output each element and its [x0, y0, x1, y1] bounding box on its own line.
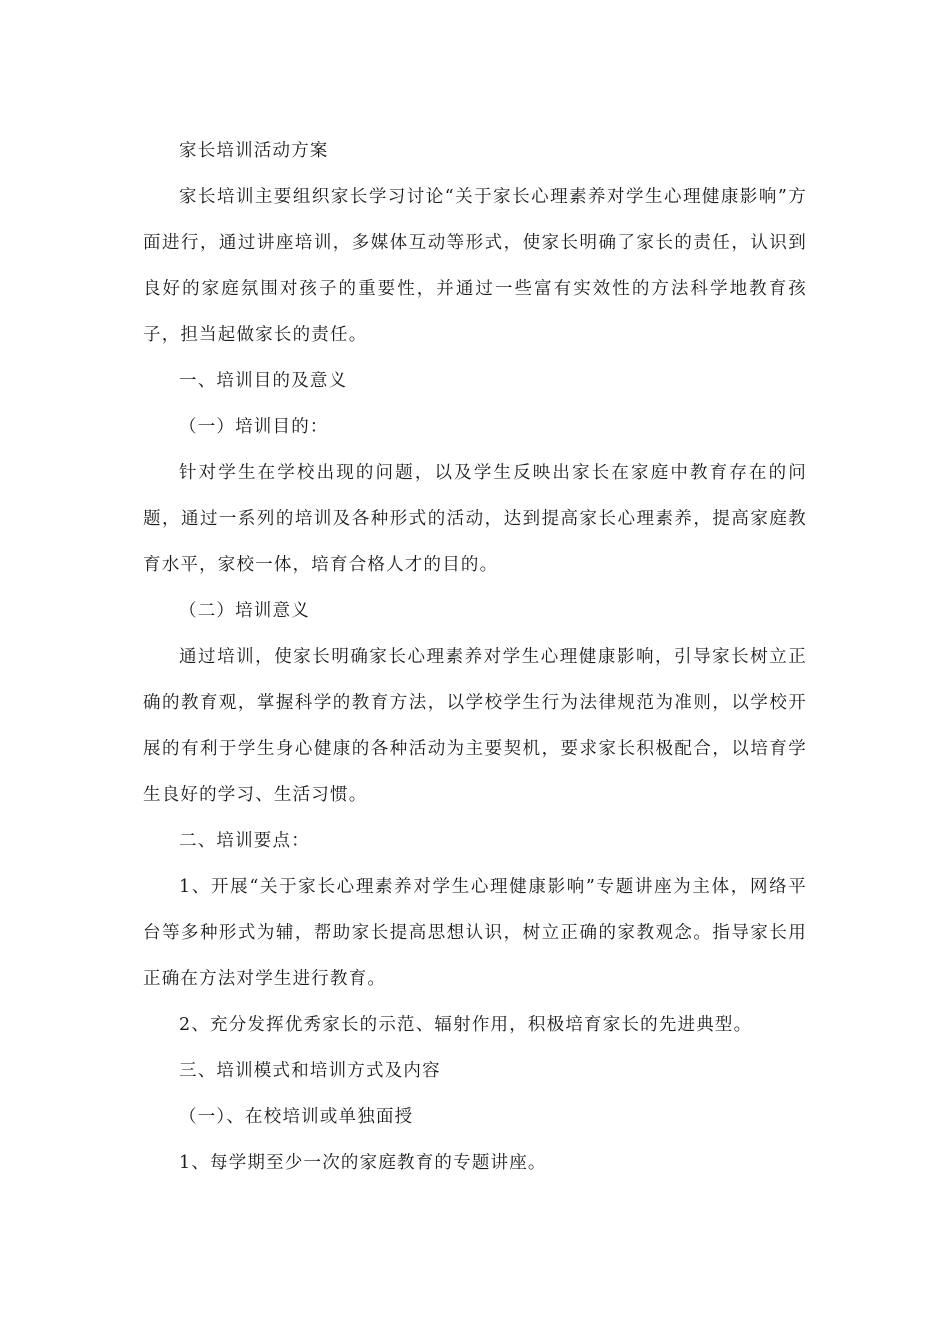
document-title: 家长培训活动方案	[179, 141, 329, 161]
list-item-point-1: 1、开展“关于家长心理素养对学生心理健康影响”专题讲座为主体，网络平台等多种形式为辅，帮助家长提高思想认识，树立正确的家教观念。指导家长用正确在方法对学生进行教育。	[143, 877, 807, 989]
document-body	[143, 128, 807, 1186]
section-heading-3: 三、培训模式和培训方式及内容	[179, 1061, 441, 1081]
subsection-heading-3-1: （一）、在校培训或单独面授	[179, 1107, 414, 1127]
paragraph-purpose: 针对学生在学校出现的问题，以及学生反映出家长在家庭中教育存在的问题，通过一系列的培训及各种形式的活动，达到提高家长心理素养，提高家庭教育水平，家校一体，培育合格人才的目的。	[143, 463, 807, 575]
list-item-lecture: 1、每学期至少一次的家庭教育的专题讲座。	[179, 1153, 547, 1173]
list-item-point-2: 2、充分发挥优秀家长的示范、辐射作用，积极培育家长的先进典型。	[179, 1015, 753, 1035]
paragraph-intro: 家长培训主要组织家长学习讨论“关于家长心理素养对学生心理健康影响”方面进行，通过讲座培训，多媒体互动等形式，使家长明确了家长的责任，认识到良好的家庭氛围对孩子的重要性，并通过一些富有实效性的方法科学地教育孩子，担当起做家长的责任。	[143, 187, 807, 345]
subsection-heading-1-2: （二）培训意义	[179, 601, 310, 621]
section-heading-1: 一、培训目的及意义	[179, 371, 348, 391]
paragraph-significance: 通过培训，使家长明确家长心理素养对学生心理健康影响，引导家长树立正确的教育观，掌握科学的教育方法，以学校学生行为法律规范为准则，以学校开展的有利于学生身心健康的各种活动为主要契机，要求家长积极配合，以培育学生良好的学习、生活习惯。	[143, 647, 807, 805]
subsection-heading-1-1: （一）培训目的：	[179, 417, 329, 437]
section-heading-2: 二、培训要点：	[179, 831, 310, 851]
